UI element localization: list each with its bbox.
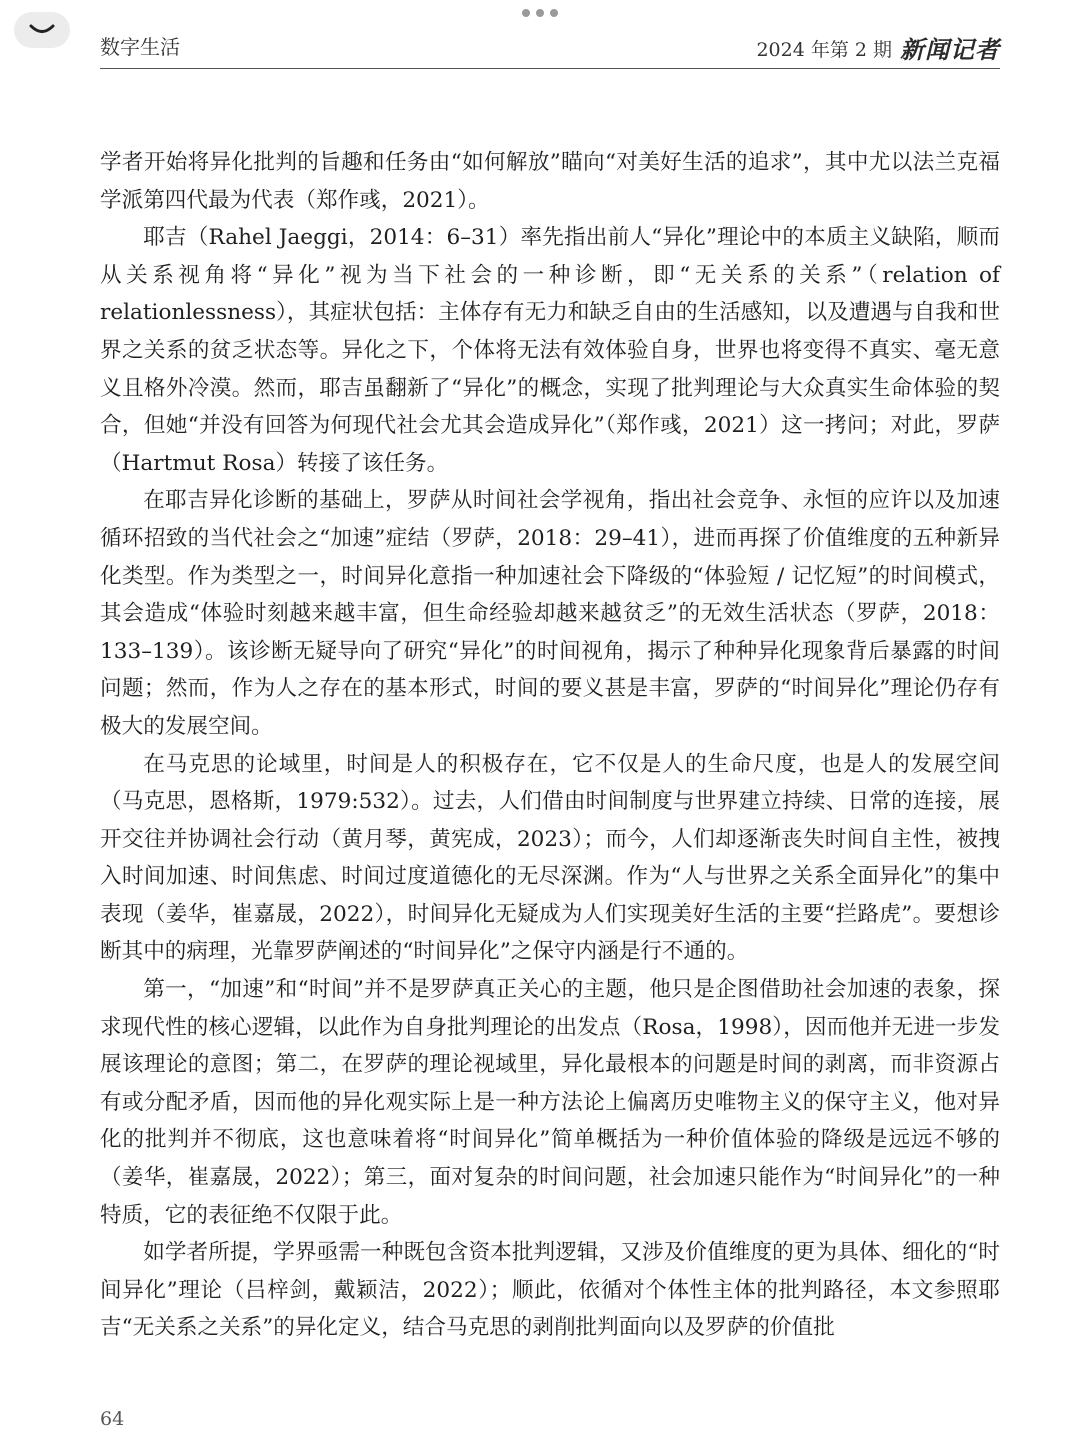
collapse-button[interactable] (14, 12, 70, 48)
paragraph-6: 如学者所提，学界亟需一种既包含资本批判逻辑，又涉及价值维度的更为具体、细化的“时间异化”理论（吕梓剑，戴颖洁，2022）；顺此，依循对个体性主体的批判路径，本文参照耶吉“无关系之关系”的异化定义，结合马克思的剥削批判面向以及罗萨的价值批 (100, 1240, 1000, 1341)
paragraph-5: 第一，“加速”和“时间”并不是罗萨真正关心的主题，他只是企图借助社会加速的表象，探求现代性的核心逻辑，以此作为自身批判理论的出发点（Rosa，1998），因而他并无进一步发展该理论的意图；第二，在罗萨的理论视域里，异化最根本的问题是时间的剥离，而非资源占有或分配矛盾，因而他的异化观实际上是一种方法论上偏离历史唯物主义的保守主义，他对异化的批判并不彻底，这也意味着将“时间异化”简单概括为一种价值体验的降级是远远不够的（姜华，崔嘉晟，2022）；第三，面对复杂的时间问题，社会加速只能作为“时间异化”的一种特质，它的表征绝不仅限于此。 (100, 977, 1000, 1228)
dot (550, 9, 558, 17)
header-right (756, 35, 1000, 64)
chevron-down-icon (28, 23, 56, 37)
section-title: 数字生活 (100, 35, 180, 59)
page-number: 64 (100, 1408, 125, 1430)
dot (536, 9, 544, 17)
paragraph-3: 在耶吉异化诊断的基础上，罗萨从时间社会学视角，指出社会竞争、永恒的应许以及加速循环招致的当代社会之“加速”症结（罗萨，2018：29–41），进而再探了价值维度的五种新异化类型。作为类型之一，时间异化意指一种加速社会下降级的“体验短 / 记忆短”的时间模式，其会造成“体验时刻越来越丰富，但生命经验却越来越贫乏”的无效生活状态（罗萨，2018：133–139）。该诊断无疑导向了研究“异化”的时间视角，揭示了种种异化现象背后暴露的时间问题；然而，作为人之存在的基本形式，时间的要义甚是丰富，罗萨的“时间异化”理论仍存有极大的发展空间。 (100, 488, 1000, 739)
issue-label: 2024 年第 2 期 (756, 39, 892, 61)
paragraph-1: 学者开始将异化批判的旨趣和任务由“如何解放”瞄向“对美好生活的追求”，其中尤以法兰克福学派第四代最为代表（郑作彧，2021）。 (100, 150, 1000, 213)
paragraph-4: 在马克思的论域里，时间是人的积极存在，它不仅是人的生命尺度，也是人的发展空间（马克思，恩格斯，1979:532）。过去，人们借由时间制度与世界建立持续、日常的连接，展开交往并协调社会行动（黄月琴，黄宪成，2023）；而今，人们却逐渐丧失时间自主性，被拽入时间加速、时间焦虑、时间过度道德化的无尽深渊。作为“人与世界之关系全面异化”的集中表现（姜华，崔嘉晟，2022），时间异化无疑成为人们实现美好生活的主要“拦路虎”。要想诊断其中的病理，光靠罗萨阐述的“时间异化”之保守内涵是行不通的。 (100, 751, 1000, 965)
more-options-dots[interactable] (522, 6, 558, 20)
paragraph-2: 耶吉（Rahel Jaeggi，2014：6–31）率先指出前人“异化”理论中的本质主义缺陷，顺而从关系视角将“异化”视为当下社会的一种诊断，即“无关系的关系”（relation of relationlessness），其症状包括：主体存有无力和缺乏自由的生活感知，以及遭遇与自我和世界之关系的贫乏状态等。异化之下，个体将无法有效体验自身，世界也将变得不真实、毫无意义且格外冷漠。然而，耶吉虽翻新了“异化”的概念，实现了批判理论与大众真实生命体验的契合，但她“并没有回答为何现代社会尤其会造成异化”（郑作彧，2021）这一拷问；对此，罗萨（Hartmut Rosa）转接了该任务。 (100, 225, 1000, 476)
page-header (100, 24, 1000, 69)
journal-logo: 新闻记者 (900, 35, 1000, 64)
dot (522, 9, 530, 17)
article-body (100, 144, 1000, 1347)
